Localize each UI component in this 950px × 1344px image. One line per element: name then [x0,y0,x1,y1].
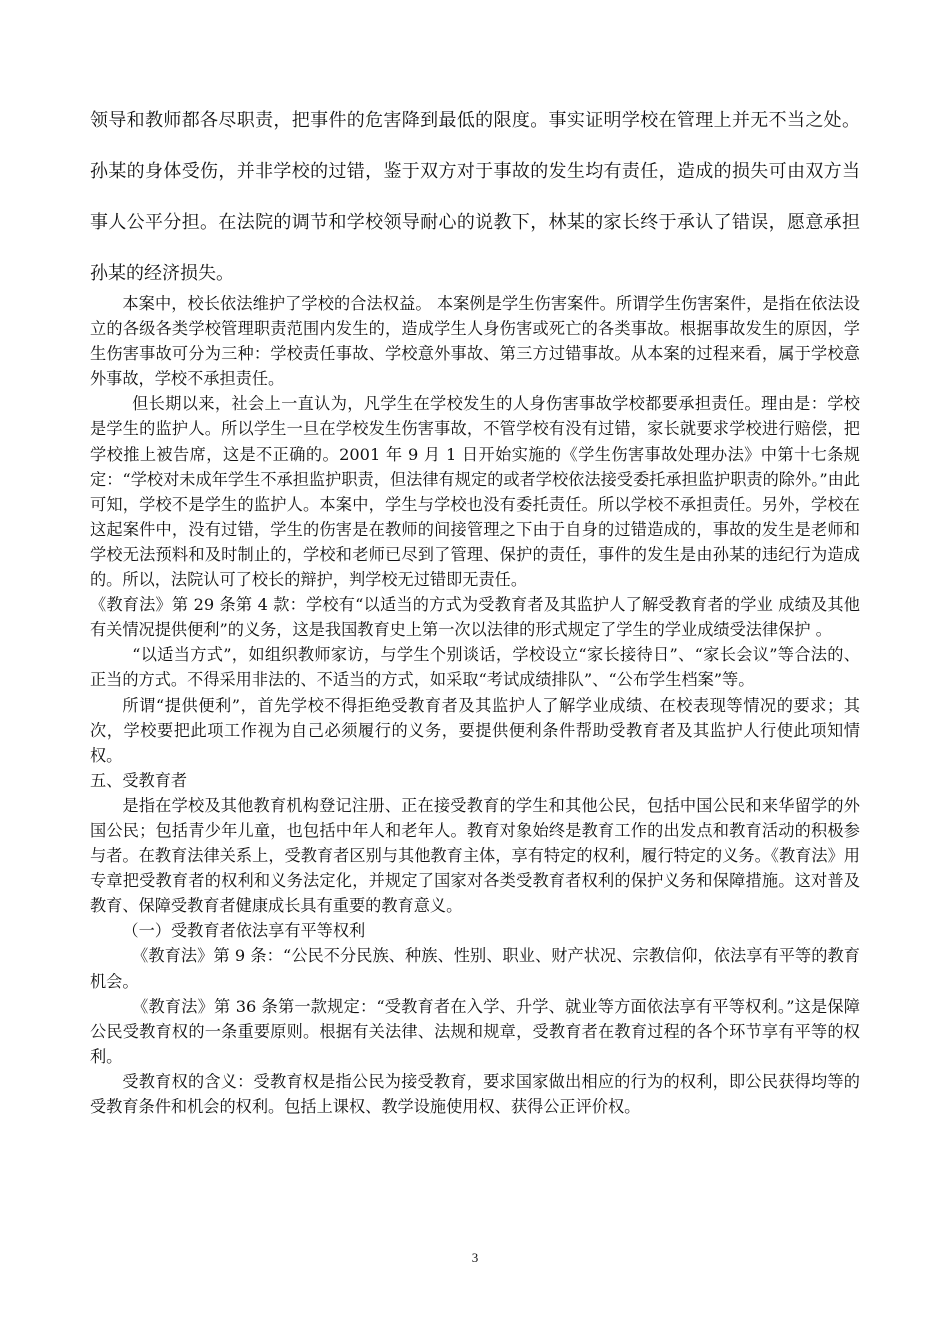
subheading-equal-rights: （一）受教育者依法享有平等权利 [122,921,366,941]
paragraph-appropriate-means: “以适当方式”，如组织教师家访，与学生个别谈话，学校设立“家长接待日”、“家长会议”等合法的、正当的方式。不得采用非法的、不适当的方式，如采取“考试成绩排队”、“公布学生档案”等。 [90,645,860,690]
top-paragraph: 领导和教师都各尽职责，把事件的危害降到最低的限度。事实证明学校在管理上并无不当之处。孙某的身体受伤，并非学校的过错，鉴于双方对于事故的发生均有责任，造成的损失可由双方当事人公平分担。在法院的调节和学校领导耐心的说教下，林某的家长终于承认了错误，愿意承担孙某的经济损失。 [90,110,860,284]
paragraph-learners-definition: 是指在学校及其他教育机构登记注册、正在接受教育的学生和其他公民，包括中国公民和来华留学的外国公民；包括青少年儿童，也包括中年人和老年人。教育对象始终是教育工作的出发点和教育活动的积极参与者。在教育法律关系上，受教育者区别与其他教育主体，享有特定的权利，履行特定的义务。《教育法》用专章把受教育者的权利和义务法定化，并规定了国家对各类受教育者权利的保护义务和保障措施。这对普及教育、保障受教育者健康成长具有重要的教育意义。 [90,795,860,916]
paragraph-education-law-9: 《教育法》第 9 条：“公民不分民族、种族、性别、职业、财产状况、宗教信仰，依法享有平等的教育机会。 [90,946,860,991]
page-number: 3 [471,1250,479,1265]
paragraph-provide-convenience: 所谓“提供便利”，首先学校不得拒绝受教育者及其监护人了解学业成绩、在校表现等情况的要求；其次，学校要把此项工作视为自己必须履行的义务，要提供便利条件帮助受教育者及其监护人行使此项知情权。 [90,695,860,765]
section-heading-learners: 五、受教育者 [90,770,188,790]
paragraph-education-law-36: 《教育法》第 36 条第一款规定：“受教育者在入学、升学、就业等方面依法享有平等权利。”这是保障公民受教育权的一条重要原则。根据有关法律、法规和规章，受教育者在教育过程的各个环节享有平等的权利。 [90,996,860,1066]
paragraph-education-law-29: 《教育法》第 29 条第 4 款：学校有“以适当的方式为受教育者及其监护人了解受教育者的学业 成绩及其他有关情况提供便利”的义务，这是我国教育史上第一次以法律的形式规定了学生的学业成绩受法律保护 。 [90,595,860,640]
body-text [90,291,860,1119]
continued-paragraph [90,95,860,299]
paragraph-case-summary: 本案中，校长依法维护了学校的合法权益。 本案例是学生伤害案件。所谓学生伤害案件，是指在依法设立的各级各类学校管理职责范围内发生的，造成学生人身伤害或死亡的各类事故。根据事故发生的原因，学生伤害事故可分为三种：学校责任事故、学校意外事故、第三方过错事故。从本案的过程来看，属于学校意外事故，学校不承担责任。 [90,294,860,389]
paragraph-liability-analysis: 但长期以来，社会上一直认为，凡学生在学校发生的人身伤害事故学校都要承担责任。理由是：学校是学生的监护人。所以学生一旦在学校发生伤害事故，不管学校有没有过错，家长就要求学校进行赔偿，把学校推上被告席，这是不正确的。2001 年 9 月 1 日开始实施的《学生伤害事故处理办法》中第十七条规定：“学校对未成年学生不承担监护职责，但法律有规定的或者学校依法接受委托承担监护职责的除外。”由此可知，学校不是学生的监护人。本案中，学生与学校也没有委托责任。所以学校不承担责任。另外，学校在这起案件中，没有过错，学生的伤害是在教师的间接管理之下由于自身的过错造成的，事故的发生是老师和学校无法预料和及时制止的，学校和老师已尽到了管理、保护的责任，事件的发生是由孙某的违纪行为造成的。所以，法院认可了校长的辩护，判学校无过错即无责任。 [90,394,860,590]
paragraph-right-meaning: 受教育权的含义：受教育权是指公民为接受教育，要求国家做出相应的行为的权利，即公民获得均等的受教育条件和机会的权利。包括上课权、教学设施使用权、获得公正评价权。 [90,1071,860,1116]
